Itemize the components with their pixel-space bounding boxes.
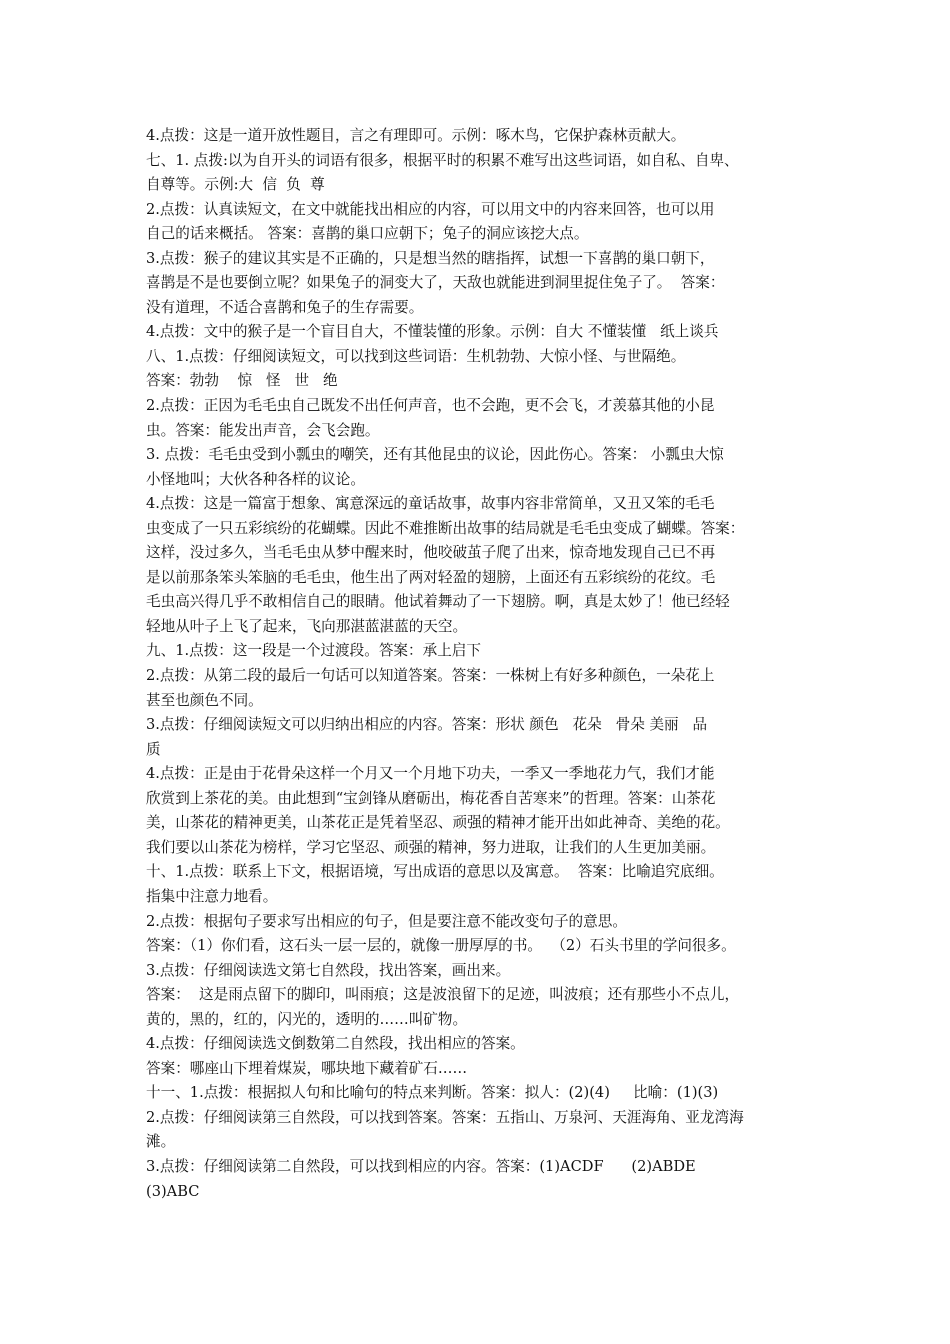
text-line: 4.点拨：正是由于花骨朵这样一个月又一个月地下功夫，一季又一季地花力气，我们才能 — [146, 765, 715, 783]
text-line: 答案：（1）你们看，这石头一层一层的，就像一册厚厚的书。 （2）石头书里的学问很多。 — [146, 937, 736, 955]
text-line: 七、1. 点拨:以为自开头的词语有很多，根据平时的积累不难写出这些词语，如自私、自卑、 — [146, 151, 739, 169]
text-line: 4.点拨：仔细阅读选文倒数第二自然段，找出相应的答案。 — [146, 1035, 525, 1053]
text-line: 自己的话来概括。 答案：喜鹊的巢口应朝下；兔子的洞应该挖大点。 — [146, 225, 589, 243]
text-line: 十一、1.点拨：根据拟人句和比喻句的特点来判断。答案：拟人：(2)(4) 比喻：(1)(3) — [146, 1084, 719, 1102]
text-line: 美，山茶花的精神更美，山茶花正是凭着坚忍、顽强的精神才能开出如此神奇、美绝的花。 — [146, 814, 730, 832]
text-line: 2.点拨：仔细阅读第三自然段，可以找到答案。答案：五指山、万泉河、天涯海角、亚龙湾海 — [146, 1108, 744, 1126]
answer-key-page — [146, 124, 816, 1204]
text-line: 2.点拨：正因为毛毛虫自己既发不出任何声音，也不会跑，更不会飞，才羡慕其他的小昆 — [146, 397, 715, 415]
text-line: 3.点拨：仔细阅读选文第七自然段，找出答案，画出来。 — [146, 961, 511, 979]
text-line: 甚至也颜色不同。 — [146, 691, 263, 709]
text-line: 3.点拨：仔细阅读短文可以归纳出相应的内容。答案：形状 颜色 花朵 骨朵 美丽 品 — [146, 716, 708, 734]
text-line: 2.点拨：认真读短文，在文中就能找出相应的内容，可以用文中的内容来回答，也可以用 — [146, 200, 715, 218]
text-line: 质 — [146, 740, 161, 758]
text-line: 答案： 这是雨点留下的脚印，叫雨痕；这是波浪留下的足迹，叫波痕；还有那些小不点儿， — [146, 986, 740, 1004]
text-line: 虫。答案：能发出声音，会飞会跑。 — [146, 421, 380, 439]
text-line: 这样，没过多久，当毛毛虫从梦中醒来时，他咬破茧子爬了出来，惊奇地发现自己已不再 — [146, 544, 716, 562]
text-line: 欣赏到上茶花的美。由此想到“宝剑锋从磨砺出，梅花香自苦寒来”的哲理。答案：山茶花 — [146, 789, 716, 807]
text-line: 滩。 — [146, 1133, 176, 1151]
text-line: 4.点拨：这是一道开放性题目，言之有理即可。示例：啄木鸟，它保护森林贡献大。 — [146, 127, 686, 144]
text-line: 九、1.点拨：这一段是一个过渡段。答案：承上启下 — [146, 642, 481, 660]
text-line: 小怪地叫；大伙各种各样的议论。 — [146, 470, 365, 488]
text-line: 是以前那条笨头笨脑的毛毛虫，他生出了两对轻盈的翅膀，上面还有五彩缤纷的花纹。毛 — [146, 568, 716, 586]
text-line: 毛虫高兴得几乎不敢相信自己的眼睛。他试着舞动了一下翅膀。啊，真是太妙了！他已经轻 — [146, 593, 730, 611]
text-line: 自尊等。示例:大 信 负 尊 — [146, 176, 325, 194]
text-line: 2.点拨：从第二段的最后一句话可以知道答案。答案：一株树上有好多种颜色，一朵花上 — [146, 667, 715, 685]
text-line: 喜鹊是不是也要倒立呢？如果兔子的洞变大了，天敌也就能进到洞里捉住兔子了。 答案： — [146, 274, 725, 292]
text-line: 2.点拨：根据句子要求写出相应的句子，但是要注意不能改变句子的意思。 — [146, 912, 627, 930]
text-line: 指集中注意力地看。 — [146, 887, 278, 905]
text-line: 4.点拨：文中的猴子是一个盲目自大，不懂装懂的形象。示例：自大 不懂装懂 纸上谈兵 — [146, 323, 719, 341]
text-line: 4.点拨：这是一篇富于想象、寓意深远的童话故事，故事内容非常简单，又丑又笨的毛毛 — [146, 495, 715, 513]
text-line: 轻地从叶子上飞了起来，飞向那湛蓝湛蓝的天空。 — [146, 617, 468, 635]
text-line: 黄的，黑的，红的，闪光的，透明的……叫矿物。 — [146, 1010, 468, 1028]
text-line: 3.点拨：猴子的建议其实是不正确的，只是想当然的瞎指挥，试想一下喜鹊的巢口朝下， — [146, 249, 715, 267]
text-line: 我们要以山茶花为榜样，学习它坚忍、顽强的精神，努力进取，让我们的人生更加美丽。 — [146, 838, 716, 856]
text-line: 八、1.点拨：仔细阅读短文，可以找到这些词语：生机勃勃、大惊小怪、与世隔绝。 — [146, 347, 686, 365]
text-line: (3)ABC — [146, 1182, 200, 1200]
text-line: 没有道理，不适合喜鹊和兔子的生存需要。 — [146, 298, 424, 316]
text-line: 虫变成了一只五彩缤纷的花蝴蝶。因此不难推断出故事的结局就是毛毛虫变成了蝴蝶。答案： — [146, 519, 745, 537]
text-line: 答案：哪座山下埋着煤炭，哪块地下藏着矿石…… — [146, 1059, 468, 1077]
text-line: 3. 点拨：毛毛虫受到小瓢虫的嘲笑，还有其他昆虫的议论，因此伤心。答案： 小瓢虫大惊 — [146, 446, 724, 464]
text-line: 答案：勃勃 惊 怪 世 绝 — [146, 372, 338, 390]
text-line: 3.点拨：仔细阅读第二自然段，可以找到相应的内容。答案：(1)ACDF (2)ABDE — [146, 1157, 696, 1175]
text-line: 十、1.点拨：联系上下文，根据语境，写出成语的意思以及寓意。 答案：比喻追究底细。 — [146, 863, 724, 881]
